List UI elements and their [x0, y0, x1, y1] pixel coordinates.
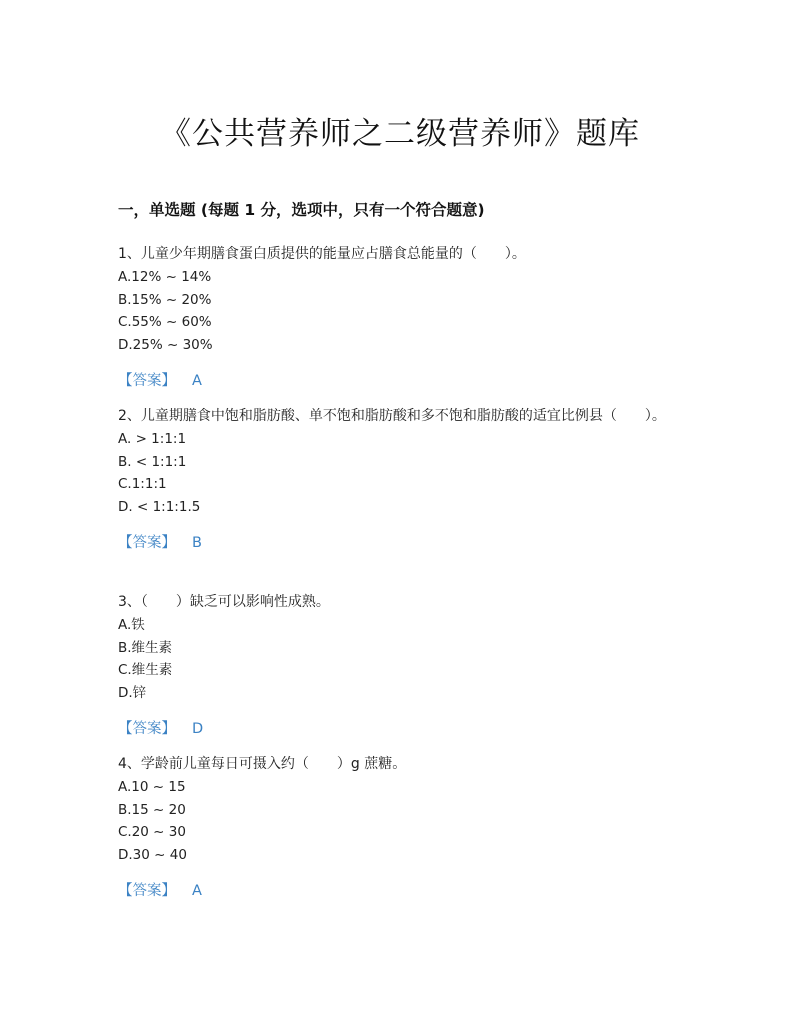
question-stem: 2、儿童期膳食中饱和脂肪酸、单不饱和脂肪酸和多不饱和脂肪酸的适宜比例县（ ）。 [118, 408, 666, 424]
question-stem: 1、儿童少年期膳食蛋白质提供的能量应占膳食总能量的（ ）。 [118, 246, 526, 262]
answer-value: D [192, 721, 204, 737]
option-a: A.10 ~ 15 [118, 779, 186, 795]
answer-label: 【答案】 [118, 721, 176, 737]
option-b: B.15 ~ 20 [118, 801, 186, 818]
option-a: A.铁 [118, 617, 145, 633]
option-b: B.15% ~ 20% [118, 291, 212, 308]
option-list [118, 266, 678, 356]
option-a: A.12% ~ 14% [118, 269, 212, 285]
question-4 [118, 753, 678, 902]
question-stem: 3、（ ）缺乏可以影响性成熟。 [118, 594, 330, 610]
answer-line [118, 370, 678, 392]
answer-label: 【答案】 [118, 373, 176, 389]
section-heading: 一，单选题 (每题 1 分，选项中，只有一个符合题意) [118, 201, 485, 219]
option-d: D.25% ~ 30% [118, 336, 213, 353]
question-2 [118, 405, 678, 554]
option-c: C.55% ~ 60% [118, 314, 212, 330]
option-list [118, 428, 678, 518]
answer-label: 【答案】 [118, 535, 176, 551]
question-3 [118, 591, 678, 740]
option-d: D.30 ~ 40 [118, 846, 187, 863]
option-d: D.锌 [118, 684, 147, 701]
answer-line [118, 880, 678, 902]
option-c: C.20 ~ 30 [118, 824, 186, 840]
option-a: A. > 1:1:1 [118, 431, 187, 447]
answer-label: 【答案】 [118, 883, 176, 899]
option-list [118, 614, 678, 704]
question-stem: 4、学龄前儿童每日可摄入约（ ）g 蔗糖。 [118, 756, 407, 772]
option-list [118, 776, 678, 866]
option-b: B.维生素 [118, 639, 173, 656]
question-1 [118, 243, 678, 392]
answer-value: A [192, 883, 202, 899]
answer-line [118, 532, 678, 554]
option-b: B. < 1:1:1 [118, 453, 187, 470]
answer-value: B [192, 535, 202, 551]
option-c: C.维生素 [118, 662, 173, 678]
answer-value: A [192, 373, 202, 389]
option-c: C.1:1:1 [118, 476, 167, 492]
option-d: D. < 1:1:1.5 [118, 498, 201, 515]
answer-line [118, 718, 678, 740]
document-title: 《公共营养师之二级营养师》题库 [160, 116, 640, 152]
